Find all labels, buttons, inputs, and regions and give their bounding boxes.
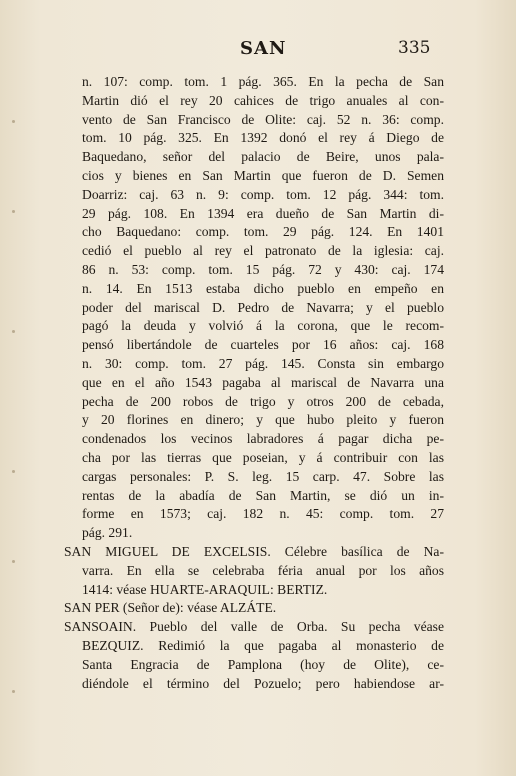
text-line: n. 14. En 1513 estaba dicho pueblo en empeño en bbox=[82, 280, 444, 296]
text-line: SAN MIGUEL DE EXCELSIS. Célebre basílica de Na- bbox=[64, 543, 444, 559]
text-line: pagó la deuda y volvió á la corona, que le recom- bbox=[82, 318, 444, 334]
text-line: pensó libertándole de cuarteles por 16 años: caj. 168 bbox=[82, 337, 444, 353]
text-line: 29 pág. 108. En 1394 era dueño de San Martin di- bbox=[82, 205, 444, 221]
text-line: SANSOAIN. Pueblo del valle de Orba. Su pecha véase bbox=[64, 619, 444, 635]
text-line: cha por las tierras que poseian, y á contribuir con las bbox=[82, 449, 444, 465]
running-head-title: SAN bbox=[240, 38, 287, 59]
text-line: cedió el pueblo al rey el patronato de la iglesia: caj. bbox=[82, 243, 444, 259]
body-text bbox=[64, 73, 444, 693]
text-line: SAN PER (Señor de): véase ALZÁTE. bbox=[64, 600, 277, 616]
text-line: pág. 291. bbox=[82, 525, 133, 541]
text-line: tom. 10 pág. 325. En 1392 donó el rey á Diego de bbox=[82, 130, 444, 146]
text-line: 86 n. 53: comp. tom. 15 pág. 72 y 430: caj. 174 bbox=[82, 261, 444, 277]
text-line: cho Baquedano: comp. tom. 29 pág. 124. En 1401 bbox=[82, 224, 444, 240]
text-line: forme en 1573; caj. 182 n. 45: comp. tom. 27 bbox=[82, 506, 444, 522]
text-line: Santa Engracia de Pamplona (hoy de Olite), ce- bbox=[82, 656, 444, 672]
text-line: cios y bienes en San Martin que fueron de D. Semen bbox=[82, 167, 444, 183]
page-number: 335 bbox=[398, 38, 431, 58]
text-line: Doarriz: caj. 63 n. 9: comp. tom. 12 pág. 344: tom. bbox=[82, 186, 444, 202]
text-line: diéndole el término del Pozuelo; pero habiendose ar- bbox=[82, 675, 444, 691]
text-line: Martin dió el rey 20 cahices de trigo anuales al con- bbox=[82, 92, 444, 108]
text-line: rentas de la abadía de San Martin, se dió un in- bbox=[82, 487, 444, 503]
text-line: 1414: véase HUARTE-ARAQUIL: BERTIZ. bbox=[82, 581, 328, 597]
text-line: BEZQUIZ. Redimió la que pagaba al monasterio de bbox=[82, 637, 444, 653]
text-line: pecha de 200 robos de trigo y otros 200 de cebada, bbox=[82, 393, 444, 409]
text-line: cargas personales: P. S. leg. 15 carp. 47. Sobre las bbox=[82, 468, 444, 484]
text-line: condenados los vecinos labradores á pagar dicha pe- bbox=[82, 431, 444, 447]
binding-edge bbox=[6, 0, 20, 776]
text-line: varra. En ella se celebraba féria anual por los años bbox=[82, 562, 444, 578]
text-line: Baquedano, señor del palacio de Beire, unos pala- bbox=[82, 149, 444, 165]
text-line: vento de San Francisco de Olite: caj. 52 n. 36: comp. bbox=[82, 111, 444, 127]
running-head bbox=[0, 38, 516, 60]
text-line: n. 30: comp. tom. 27 pág. 145. Consta sin embargo bbox=[82, 355, 444, 371]
text-line: poder del mariscal D. Pedro de Navarra; y el pueblo bbox=[82, 299, 444, 315]
text-line: que en el año 1543 pagaba al mariscal de Navarra una bbox=[82, 374, 444, 390]
text-line: n. 107: comp. tom. 1 pág. 365. En la pecha de San bbox=[82, 74, 444, 89]
text-line: y 20 florines en dinero; y que hubo pleito y fueron bbox=[82, 412, 444, 428]
